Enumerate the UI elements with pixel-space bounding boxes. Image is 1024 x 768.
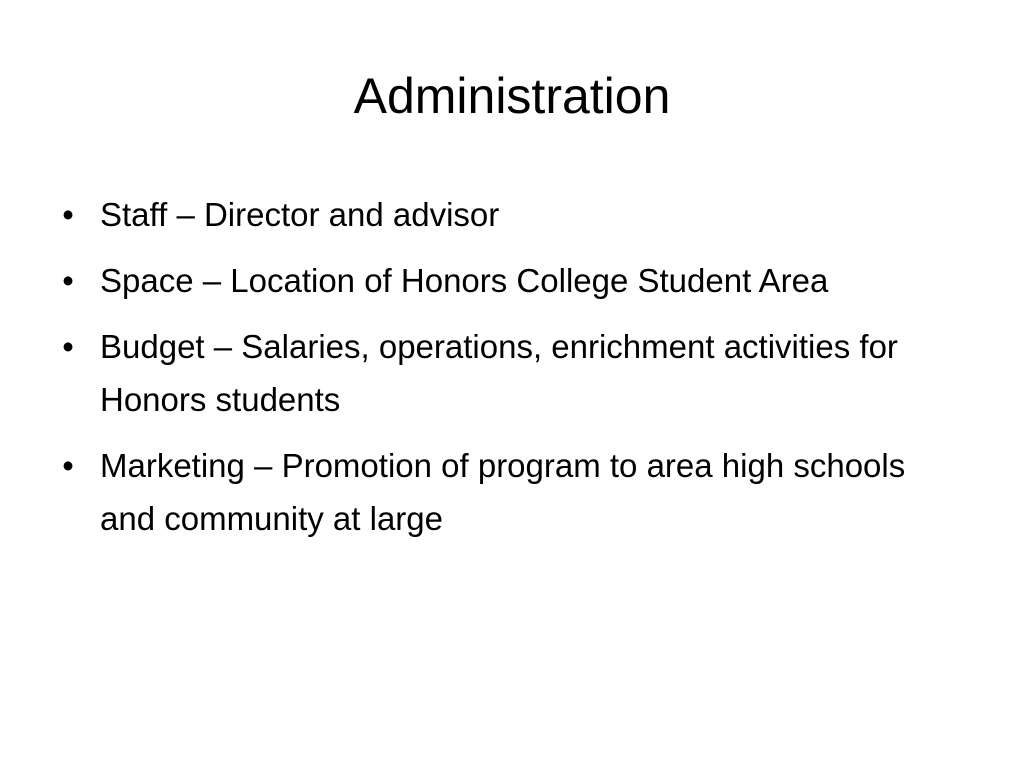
- bullet-text: Marketing – Promotion of program to area high schools and community at large: [100, 447, 906, 537]
- bullet-text: Space – Location of Honors College Student Area: [100, 262, 829, 299]
- bullet-icon: •: [62, 328, 74, 365]
- bullet-icon: •: [62, 196, 74, 233]
- slide-title: Administration: [353, 68, 671, 124]
- bullet-item-budget: [62, 320, 920, 426]
- bullet-text: Staff – Director and advisor: [100, 196, 500, 233]
- bullet-item-staff: [62, 188, 920, 241]
- bullet-item-marketing: [62, 439, 920, 545]
- bullet-item-space: [62, 254, 920, 307]
- bullet-list: [62, 188, 920, 558]
- bullet-text: Budget – Salaries, operations, enrichment activities for Honors students: [100, 328, 898, 418]
- bullet-icon: •: [62, 262, 74, 299]
- bullet-icon: •: [62, 447, 74, 484]
